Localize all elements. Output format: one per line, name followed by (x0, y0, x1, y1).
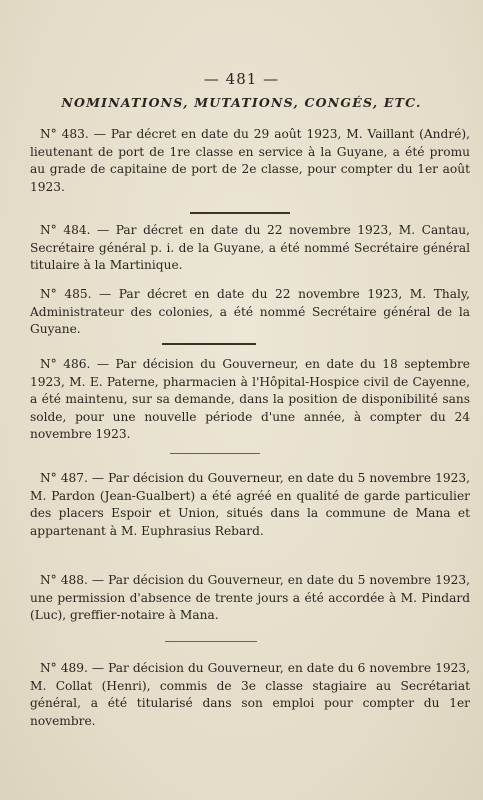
entry-489: N° 489. — Par décision du Gouverneur, en date du 6 novembre 1923, M. Collat (Henri), commis de 3e classe stagiaire au Secrétariat général, a été titularisé dans son emploi pour compter du 1er novembre. (30, 661, 470, 728)
entry-485: N° 485. — Par décret en date du 22 novembre 1923, M. Thaly, Administrateur des colonies, a été nommé Secrétaire général de la Guyane. (30, 287, 470, 336)
entry-486: N° 486. — Par décision du Gouverneur, en date du 18 septembre 1923, M. E. Paterne, pharmacien à l'Hôpital-Hospice civil de Cayenne, a été maintenu, sur sa demande, dans la position de disponibilité sans solde, pour une nouvelle période d'une année, à compter du 24 novembre 1923. (30, 357, 470, 441)
entry-484: N° 484. — Par décret en date du 22 novembre 1923, M. Cantau, Secrétaire général p. i. de la Guyane, a été nommé Secrétaire général titulaire à la Martinique. (30, 223, 470, 272)
separator-rule (165, 641, 257, 642)
page-number: — 481 — (203, 70, 280, 88)
entry-487: N° 487. — Par décision du Gouverneur, en date du 5 novembre 1923, M. Pardon (Jean-Gualbert) a été agréé en qualité de garde particulier des placers Espoir et Union, situés dans la commune de Mana et appartenant à M. Euphrasius Rebard. (30, 471, 470, 538)
entry-483: N° 483. — Par décret en date du 29 août 1923, M. Vaillant (André), lieutenant de port de 1re classe en service à la Guyane, a été promu au grade de capitaine de port de 2e classe, pour compter du 1er août 1923. (30, 127, 470, 194)
entry-488: N° 488. — Par décision du Gouverneur, en date du 5 novembre 1923, une permission d'absence de trente jours a été accordée à M. Pindard (Luc), greffier-notaire à Mana. (30, 573, 470, 622)
section-heading: NOMINATIONS, MUTATIONS, CONGÉS, ETC. (61, 95, 422, 110)
separator-rule (162, 343, 256, 345)
separator-rule (190, 212, 290, 214)
separator-rule (170, 453, 260, 454)
